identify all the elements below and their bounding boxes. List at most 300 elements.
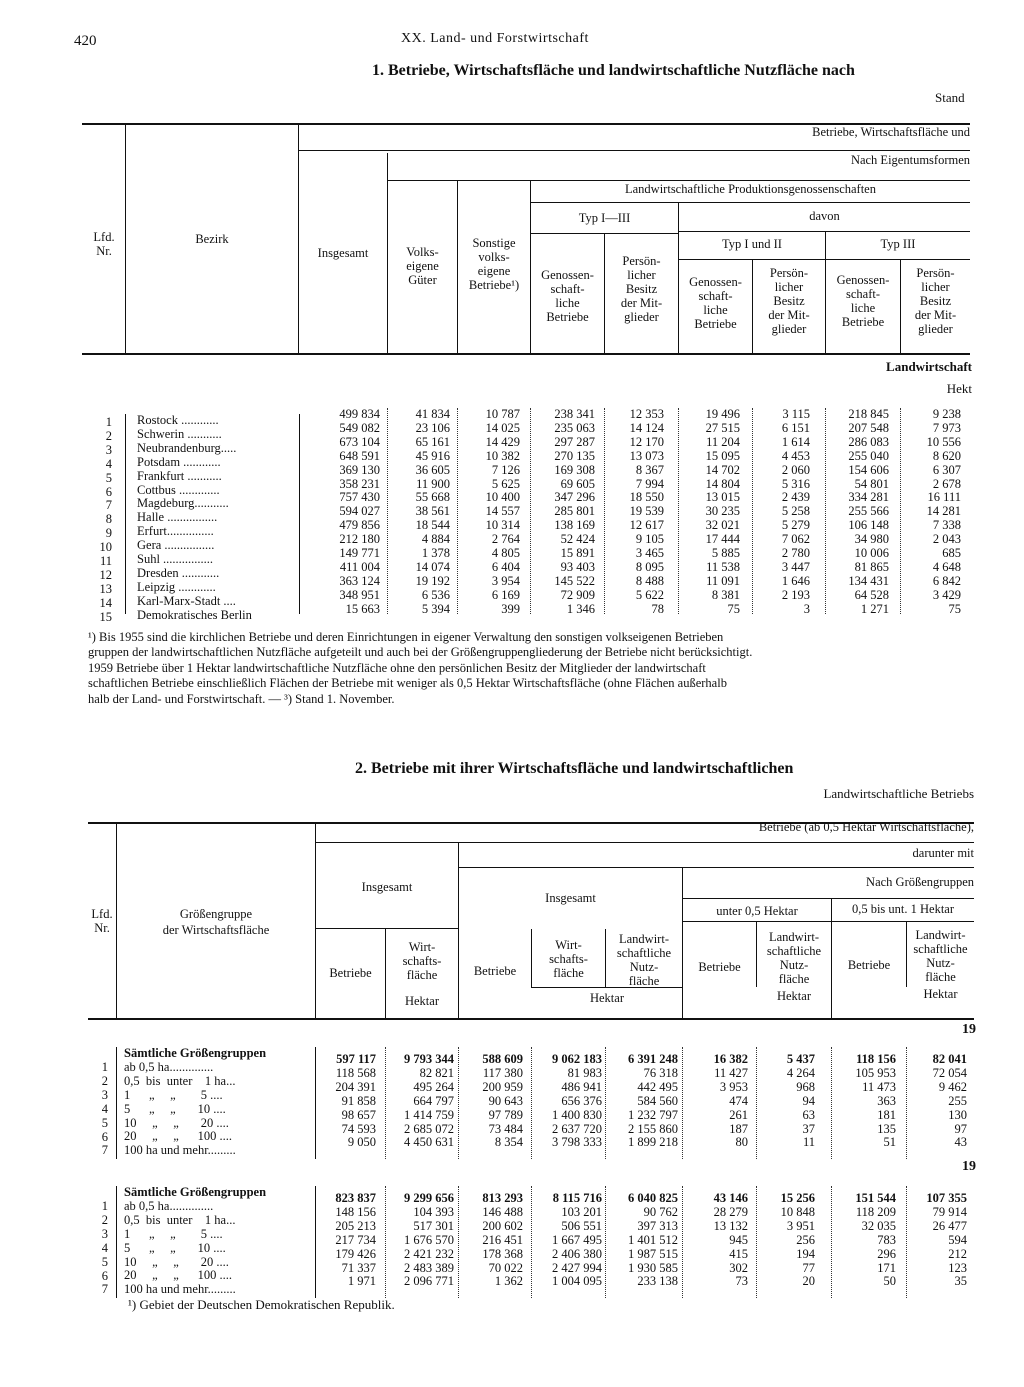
t2b-label-column (124, 1186, 266, 1297)
t2b-wirtschaftsflaeche-column (386, 1192, 454, 1289)
table2-title: 2. Betriebe mit ihrer Wirtschaftsfläche und landwirtschaftlichen (355, 760, 794, 777)
t1-lfd-column (84, 416, 112, 625)
t2b-c4-cell-7: 1 004 095 (552, 1274, 602, 1289)
t2b-c2-cell-5: 2 421 232 (404, 1246, 454, 1261)
table2-footnote: ¹) Gebiet der Deutschen Demokratischen Republik. (128, 1297, 395, 1312)
t1-header-davon: davon (809, 209, 840, 223)
t1-c9-cell-12: 4 648 (932, 559, 961, 574)
t2b-bis1-lnf-column (907, 1192, 967, 1289)
t1-lfd-cell-12: 12 (99, 567, 112, 582)
t2-header-insgesamt-b: Insgesamt (545, 891, 596, 905)
t2-header-nach-groesse: Nach Größengruppen (866, 875, 974, 889)
t1-c1-cell-11: 149 771 (339, 546, 380, 561)
t2b-c1-cell-4: 217 734 (335, 1232, 376, 1247)
t2-header-betriebe-2: Betriebe (473, 964, 517, 978)
t2-header-hektar-4: Hektar (923, 987, 958, 1001)
t1-c7-cell-9: 5 279 (781, 518, 810, 533)
t2-year-a: 19 (962, 1022, 976, 1037)
t2-header-lnf-1: Landwirt- schaftliche Nutz- fläche (616, 932, 672, 988)
t1-header-pers-2: Persön- licher Besitz der Mit- glieder (768, 266, 810, 336)
t1-c9-cell-11: 685 (942, 546, 961, 561)
t1-c5-cell-6: 7 994 (635, 476, 664, 491)
t2b-c1-cell-5: 179 426 (335, 1246, 376, 1261)
t2a-c1-cell-1: 597 117 (336, 1052, 376, 1066)
t1-c6-cell-13: 11 091 (706, 573, 740, 588)
t1-c7-cell-13: 1 646 (781, 573, 810, 588)
table2-subtitle: Landwirtschaftliche Betriebs (823, 786, 974, 801)
t2b-c5-cell-6: 1 930 585 (628, 1260, 678, 1275)
t2a-c9-cell-7: 43 (954, 1135, 967, 1150)
footnote-line-2: gruppen der landwirtschaftlichen Nutzfläche aufgeteilt und auch bei der Größengruppengliederung der Betriebe nicht berücksichtigt. (88, 645, 753, 660)
t1-bezirk-cell-10: Gera ................ (137, 538, 215, 553)
t2b-c3-cell-7: 1 362 (494, 1274, 523, 1289)
t1-c5-cell-12: 8 095 (635, 559, 664, 574)
t1-c6-cell-8: 30 235 (705, 504, 740, 519)
t2a-c4-cell-5: 1 400 830 (552, 1107, 602, 1122)
t1-c7-cell-7: 2 439 (781, 490, 810, 505)
t2-header-lnf-3: Landwirt- schaftliche Nutz- fläche (913, 928, 968, 984)
t1-c3-cell-6: 5 625 (491, 476, 520, 491)
t2a-c3-cell-6: 73 484 (488, 1121, 523, 1136)
t1-c7-cell-4: 4 453 (781, 448, 810, 463)
t2a-c9-cell-5: 130 (948, 1107, 967, 1122)
t2a-betriebe-column (316, 1053, 376, 1150)
t1-header-genoss-3: Genossen- schaft- liche Betriebe (836, 273, 890, 329)
t2b-c3-cell-5: 178 368 (482, 1246, 523, 1261)
t1-header-genoss-2: Genossen- schaft- liche Betriebe (689, 275, 742, 331)
t2b-lfd-cell-3: 3 (101, 1226, 108, 1241)
t2a-c4-cell-4: 656 376 (561, 1093, 602, 1108)
t2a-c7-cell-1: 5 437 (786, 1052, 815, 1066)
t2b-label-cell-4: 1 „ „ 5 .... (124, 1226, 223, 1241)
t2b-lfd-cell-7: 7 (101, 1282, 108, 1297)
t1-c4-cell-4: 270 135 (554, 448, 595, 463)
table1-title: 1. Betriebe, Wirtschaftsfläche und landwirtschaftliche Nutzfläche nach (372, 62, 855, 79)
t1-lfd-cell-14: 14 (99, 595, 112, 610)
t2b-c7-cell-5: 194 (796, 1246, 815, 1261)
t1-c6-cell-14: 8 381 (711, 587, 740, 602)
t2a-label-cell-5: 5 „ „ 10 .... (124, 1101, 226, 1116)
t1-lfd-cell-4: 4 (105, 456, 112, 471)
t1-c7-cell-1: 3 115 (782, 407, 810, 421)
t1-genoss-3-column (826, 408, 889, 617)
t2b-label-cell-5: 5 „ „ 10 .... (124, 1240, 226, 1255)
t2-header-groessengruppe: Größengruppe der Wirtschaftsfläche (162, 907, 270, 937)
t2a-lfd-column (88, 1061, 108, 1158)
t1-bezirk-cell-7: Magdeburg........... (137, 496, 229, 511)
t1-c4-cell-7: 347 296 (554, 490, 595, 505)
t1-c3-cell-10: 2 764 (491, 532, 520, 547)
t1-c3-cell-13: 3 954 (491, 573, 520, 588)
t2a-c4-cell-3: 486 941 (561, 1079, 602, 1094)
t1-c3-cell-7: 10 400 (485, 490, 520, 505)
t1-pers-3-column (901, 408, 961, 617)
t2a-c8-cell-5: 181 (877, 1107, 896, 1122)
t2-header-insgesamt-a: Insgesamt (361, 880, 413, 894)
t1-c9-cell-13: 6 842 (932, 573, 961, 588)
t2a-c3-cell-7: 8 354 (494, 1135, 523, 1150)
t1-c4-cell-3: 297 287 (554, 434, 595, 449)
t1-c4-cell-6: 69 605 (560, 476, 595, 491)
t2a-c4-cell-7: 3 798 333 (552, 1135, 602, 1150)
t1-c2-cell-11: 1 378 (421, 546, 450, 561)
t1-c5-cell-14: 5 622 (635, 587, 664, 602)
t1-c6-cell-9: 32 021 (705, 518, 740, 533)
t1-c1-cell-9: 479 856 (339, 518, 380, 533)
t2b-c6-cell-2: 28 279 (713, 1204, 748, 1219)
t2a-c1-cell-7: 9 050 (347, 1135, 376, 1150)
t2a-lfd-cell-6: 6 (101, 1129, 108, 1144)
t1-c9-cell-2: 7 973 (932, 420, 961, 435)
t1-genoss-2-column (679, 408, 740, 617)
t1-c2-cell-8: 38 561 (415, 504, 450, 519)
t2b-lfd-cell-6: 6 (101, 1268, 108, 1283)
t2-header-hektar-1: Hektar (404, 994, 439, 1008)
t1-c9-cell-14: 3 429 (932, 587, 961, 602)
t1-c9-cell-10: 2 043 (932, 532, 961, 547)
t2a-c1-cell-4: 91 858 (341, 1093, 376, 1108)
t2b-c7-cell-2: 10 848 (780, 1204, 815, 1219)
t1-c1-cell-15: 15 663 (345, 601, 380, 616)
t2-header-wirt-1: Wirt- schafts- fläche (402, 940, 442, 982)
t2a-c6-cell-3: 3 953 (719, 1079, 748, 1094)
t2b-unter05-betriebe-column (683, 1192, 748, 1289)
t2a-lfd-cell-7: 7 (101, 1143, 108, 1158)
t2b-c5-cell-1: 6 040 825 (628, 1191, 678, 1205)
t1-c7-cell-6: 5 316 (781, 476, 810, 491)
t1-c6-cell-11: 5 885 (711, 546, 740, 561)
t2b-c4-cell-4: 1 667 495 (552, 1232, 602, 1247)
t1-c8-cell-6: 54 801 (854, 476, 889, 491)
t2b-c3-cell-6: 70 022 (488, 1260, 523, 1275)
t2a-c9-cell-6: 97 (954, 1121, 967, 1136)
t1-c7-cell-2: 6 151 (781, 420, 810, 435)
t2b-betriebe-2-column (459, 1192, 523, 1289)
t2a-label-column (124, 1047, 266, 1158)
t1-c6-cell-5: 14 702 (705, 462, 740, 477)
t1-pers-1-column (605, 408, 664, 617)
t2b-c2-cell-4: 1 676 570 (404, 1232, 454, 1247)
t1-bezirk-cell-15: Demokratisches Berlin (137, 607, 252, 622)
t2b-c1-cell-7: 1 971 (347, 1274, 376, 1289)
t1-c7-cell-14: 2 193 (781, 587, 810, 602)
table1-footnotes (88, 630, 978, 707)
t2a-c1-cell-3: 204 391 (335, 1079, 376, 1094)
t1-c9-cell-6: 2 678 (932, 476, 961, 491)
t2a-lfd-cell-2: 2 (101, 1073, 108, 1088)
t2-header-wirt-2: Wirt- schafts- fläche (549, 938, 588, 980)
t1-c8-cell-15: 1 271 (860, 601, 889, 616)
t1-c9-cell-15: 75 (948, 601, 961, 616)
t2b-c8-cell-4: 783 (877, 1232, 896, 1247)
t1-header-bezirk: Bezirk (195, 232, 229, 246)
t1-header-genoss-1: Genossen- schaft- liche Betriebe (541, 268, 594, 324)
t1-c1-cell-3: 673 104 (339, 434, 380, 449)
t2a-lfd-cell-1: 1 (101, 1060, 108, 1074)
t1-lfd-cell-15: 15 (99, 609, 112, 624)
t2a-lfd-cell-5: 5 (101, 1115, 108, 1130)
t1-c5-cell-13: 8 488 (635, 573, 664, 588)
t1-c2-cell-14: 6 536 (421, 587, 450, 602)
t1-header-eigentumsformen: Nach Eigentumsformen (850, 153, 970, 167)
t1-lfd-cell-3: 3 (105, 442, 112, 457)
t2a-c6-cell-7: 80 (735, 1135, 748, 1150)
t2b-lnf-column (606, 1192, 678, 1289)
t2b-c3-cell-2: 146 488 (482, 1204, 523, 1219)
t2a-c7-cell-2: 4 264 (786, 1065, 815, 1080)
t1-bezirk-cell-3: Neubrandenburg..... (137, 440, 237, 455)
t1-c8-cell-10: 34 980 (854, 532, 889, 547)
t1-c8-cell-4: 255 040 (848, 448, 889, 463)
t2b-c7-cell-4: 256 (796, 1232, 815, 1247)
t2-year-b: 19 (962, 1159, 976, 1174)
t2b-c4-cell-3: 506 551 (561, 1218, 602, 1233)
t2a-wirtschaftsflaeche-2-column (532, 1053, 602, 1150)
t1-c2-cell-15: 5 394 (421, 601, 450, 616)
t1-c3-cell-9: 10 314 (485, 518, 520, 533)
t1-lfd-cell-13: 13 (99, 581, 112, 596)
t1-c2-cell-7: 55 668 (415, 490, 450, 505)
t2a-c9-cell-4: 255 (948, 1093, 967, 1108)
t1-c6-cell-6: 14 804 (705, 476, 740, 491)
t2b-c9-cell-5: 212 (948, 1246, 967, 1261)
t2-header-lnf-2: Landwirt- schaftliche Nutz- fläche (766, 930, 822, 986)
t1-c8-cell-3: 286 083 (848, 434, 889, 449)
t1-c4-cell-10: 52 424 (560, 532, 595, 547)
t2b-bis1-betriebe-column (832, 1192, 896, 1289)
t1-header-typ1-3: Typ I—III (578, 211, 631, 225)
t1-c6-cell-3: 11 204 (706, 434, 740, 449)
t1-c8-cell-13: 134 431 (848, 573, 889, 588)
t1-c8-cell-5: 154 606 (848, 462, 889, 477)
t1-c6-cell-1: 19 496 (705, 407, 740, 421)
t2a-wirtschaftsflaeche-column (386, 1053, 454, 1150)
t2a-c5-cell-5: 1 232 797 (628, 1107, 678, 1122)
footnote-line-3: 1959 Betriebe über 1 Hektar landwirtschaftliche Nutzfläche ohne den persönlichen Besitz der Mitglieder der landwirtschaft (88, 660, 706, 675)
t2-header-unter05: unter 0,5 Hektar (716, 904, 798, 918)
page-number: 420 (74, 33, 97, 49)
t2b-c7-cell-3: 3 951 (786, 1218, 815, 1233)
t2b-c3-cell-3: 200 602 (482, 1218, 523, 1233)
t2a-c6-cell-5: 261 (729, 1107, 748, 1122)
t1-c9-cell-4: 8 620 (932, 448, 961, 463)
t1-c6-cell-2: 27 515 (705, 420, 740, 435)
t1-c1-cell-12: 411 004 (339, 559, 380, 574)
t1-c2-cell-5: 36 605 (415, 462, 450, 477)
t2a-c6-cell-2: 11 427 (714, 1065, 748, 1080)
t1-c7-cell-5: 2 060 (781, 462, 810, 477)
t2-header-hektar-2: Hektar (589, 991, 624, 1005)
t2b-c5-cell-7: 233 138 (637, 1274, 678, 1289)
t1-bezirk-cell-4: Potsdam ............ (137, 454, 221, 469)
t1-bezirk-cell-8: Halle ................ (137, 510, 218, 525)
t2a-c2-cell-1: 9 793 344 (404, 1052, 454, 1066)
t1-pers-2-column (753, 408, 810, 617)
t2a-c9-cell-3: 9 462 (938, 1079, 967, 1094)
t1-c2-cell-2: 23 106 (415, 420, 450, 435)
t2b-label-cell-6: 10 „ „ 20 .... (124, 1254, 229, 1269)
t2a-betriebe-2-column (459, 1053, 523, 1150)
t2a-label-cell-3: 0,5 bis unter 1 ha... (124, 1073, 236, 1088)
t2b-c1-cell-3: 205 213 (335, 1218, 376, 1233)
t2b-c1-cell-2: 148 156 (335, 1204, 376, 1219)
t1-c7-cell-11: 2 780 (781, 546, 810, 561)
t2b-c9-cell-1: 107 355 (926, 1191, 967, 1205)
t1-c5-cell-3: 12 170 (629, 434, 664, 449)
t1-c1-cell-13: 363 124 (339, 573, 380, 588)
t2b-c9-cell-6: 123 (948, 1260, 967, 1275)
t2b-c8-cell-1: 151 544 (855, 1191, 896, 1205)
t2a-c6-cell-4: 474 (729, 1093, 748, 1108)
t1-c1-cell-1: 499 834 (339, 407, 380, 421)
t1-header-sonstige: Sonstige volks- eigene Betriebe¹) (468, 236, 520, 292)
t1-c5-cell-11: 3 465 (635, 546, 664, 561)
t1-c2-cell-12: 14 074 (415, 559, 450, 574)
t1-c5-cell-1: 12 353 (629, 407, 664, 421)
t1-c6-cell-10: 17 444 (705, 532, 740, 547)
t1-c8-cell-12: 81 865 (854, 559, 889, 574)
t2b-c3-cell-1: 813 293 (482, 1191, 523, 1205)
t2a-c2-cell-7: 4 450 631 (404, 1135, 454, 1150)
t2a-c3-cell-1: 588 609 (482, 1052, 523, 1066)
t2b-c7-cell-7: 20 (802, 1274, 815, 1289)
running-head: XX. Land- und Forstwirtschaft (401, 31, 589, 46)
t1-lfd-cell-9: 9 (105, 526, 112, 541)
t1-header-span-top: Betriebe, Wirtschaftsfläche und (812, 125, 970, 139)
t1-c3-cell-11: 4 805 (491, 546, 520, 561)
t2b-c9-cell-7: 35 (954, 1274, 967, 1289)
t2a-c6-cell-1: 16 382 (713, 1052, 748, 1066)
t2b-c5-cell-3: 397 313 (637, 1218, 678, 1233)
t1-c3-cell-5: 7 126 (491, 462, 520, 477)
t2a-c5-cell-2: 76 318 (643, 1065, 678, 1080)
t2a-label-cell-4: 1 „ „ 5 .... (124, 1087, 223, 1102)
t1-c1-cell-2: 549 082 (339, 420, 380, 435)
t2b-lfd-cell-4: 4 (101, 1240, 108, 1255)
t2a-c1-cell-5: 98 657 (341, 1107, 376, 1122)
t1-c1-cell-4: 648 591 (339, 448, 380, 463)
t2a-c5-cell-3: 442 495 (637, 1079, 678, 1094)
t2a-c9-cell-2: 72 054 (932, 1065, 967, 1080)
t2b-c2-cell-3: 517 301 (413, 1218, 454, 1233)
t1-c1-cell-14: 348 951 (339, 587, 380, 602)
t2-header-span-top: Betriebe (ab 0,5 Hektar Wirtschaftsfläche), (758, 820, 974, 834)
t2b-c6-cell-3: 13 132 (713, 1218, 748, 1233)
t2a-label-cell-7: 20 „ „ 100 .... (124, 1129, 232, 1144)
t1-c1-cell-10: 212 180 (339, 532, 380, 547)
t2b-lfd-column (88, 1200, 108, 1297)
t2a-bis1-betriebe-column (832, 1053, 896, 1150)
t2b-lfd-cell-2: 2 (101, 1212, 108, 1227)
t1-c3-cell-2: 14 025 (485, 420, 520, 435)
t2-header-betriebe-4: Betriebe (847, 958, 891, 972)
t2a-c8-cell-4: 363 (877, 1093, 896, 1108)
t2b-betriebe-column (316, 1192, 376, 1289)
t2b-label-cell-8: 100 ha und mehr......... (124, 1282, 236, 1297)
t2a-c1-cell-6: 74 593 (341, 1121, 376, 1136)
t2a-c8-cell-6: 135 (877, 1121, 896, 1136)
t1-c9-cell-7: 16 111 (927, 490, 961, 505)
t2a-c5-cell-6: 2 155 860 (628, 1121, 678, 1136)
t1-c8-cell-9: 106 148 (848, 518, 889, 533)
t1-bezirk-cell-14: Karl-Marx-Stadt .... (137, 593, 236, 608)
t2b-c8-cell-6: 171 (877, 1260, 896, 1275)
t2a-c3-cell-5: 97 789 (488, 1107, 523, 1122)
t1-c3-cell-15: 399 (501, 601, 520, 616)
t1-c5-cell-10: 9 105 (635, 532, 664, 547)
t2b-c8-cell-5: 296 (877, 1246, 896, 1261)
t2-header-bis1: 0,5 bis unt. 1 Hektar (851, 902, 955, 916)
t1-lfd-cell-2: 2 (105, 428, 112, 443)
t1-c3-cell-1: 10 787 (485, 407, 520, 421)
t1-volkseigene-column (388, 408, 450, 617)
t2a-c5-cell-4: 584 560 (637, 1093, 678, 1108)
t1-c8-cell-14: 64 528 (854, 587, 889, 602)
t2b-label-cell-3: 0,5 bis unter 1 ha... (124, 1212, 236, 1227)
t1-genoss-1-column (531, 408, 595, 617)
t2a-c5-cell-7: 1 899 218 (628, 1135, 678, 1150)
t2-header-darunter: darunter mit (912, 846, 974, 860)
t1-c8-cell-11: 10 006 (854, 546, 889, 561)
t1-c5-cell-15: 78 (651, 601, 664, 616)
t1-c1-cell-5: 369 130 (339, 462, 380, 477)
t2a-lfd-cell-4: 4 (101, 1101, 108, 1116)
t1-c2-cell-13: 19 192 (415, 573, 450, 588)
t1-c3-cell-12: 6 404 (491, 559, 520, 574)
t1-c4-cell-15: 1 346 (566, 601, 595, 616)
t2b-c8-cell-7: 50 (883, 1274, 896, 1289)
t2a-c4-cell-1: 9 062 183 (552, 1052, 602, 1066)
t1-c3-cell-4: 10 382 (485, 448, 520, 463)
t2a-label-cell-2: ab 0,5 ha.............. (124, 1059, 214, 1074)
t1-c8-cell-1: 218 845 (848, 407, 889, 421)
t1-header-pers-1: Persön- licher Besitz der Mit- glieder (620, 254, 663, 324)
t1-bezirk-cell-11: Suhl ................ (137, 552, 214, 567)
t2-header-betriebe-3: Betriebe (698, 960, 741, 974)
t2b-label-cell-1: Sämtliche Größengruppen (124, 1185, 267, 1199)
t2b-c8-cell-3: 32 035 (861, 1218, 896, 1233)
t1-lfd-cell-1: 1 (105, 415, 112, 429)
t1-header-nr: Nr. (96, 244, 112, 258)
t2b-label-cell-2: ab 0,5 ha.............. (124, 1198, 214, 1213)
t1-bezirk-column (137, 414, 252, 623)
t2-header-nr: Nr. (94, 921, 110, 935)
t2b-c8-cell-2: 118 209 (855, 1204, 896, 1219)
t2b-c4-cell-1: 8 115 716 (552, 1191, 602, 1205)
t2b-c4-cell-6: 2 427 994 (552, 1260, 602, 1275)
t2a-c7-cell-4: 94 (802, 1093, 815, 1108)
t2a-c3-cell-4: 90 643 (488, 1093, 523, 1108)
t1-c3-cell-3: 14 429 (485, 434, 520, 449)
t1-c7-cell-12: 3 447 (781, 559, 810, 574)
t1-c9-cell-5: 6 307 (932, 462, 961, 477)
t2a-unter05-betriebe-column (683, 1053, 748, 1150)
t1-c2-cell-1: 41 834 (415, 407, 450, 421)
t1-c7-cell-10: 7 062 (781, 532, 810, 547)
t1-header-lfd: Lfd. (93, 230, 115, 244)
t1-c1-cell-8: 594 027 (339, 504, 380, 519)
t2a-c1-cell-2: 118 568 (335, 1065, 376, 1080)
t1-c2-cell-9: 18 544 (415, 518, 450, 533)
t1-c9-cell-9: 7 338 (932, 518, 961, 533)
t1-lfd-cell-7: 7 (105, 498, 112, 513)
t2b-c6-cell-4: 945 (729, 1232, 748, 1247)
t1-c3-cell-14: 6 169 (491, 587, 520, 602)
t2-header-lfd: Lfd. (91, 907, 113, 921)
t2a-lnf-column (606, 1053, 678, 1150)
t1-bezirk-cell-9: Erfurt............... (137, 524, 214, 539)
t2b-lfd-cell-5: 5 (101, 1254, 108, 1269)
